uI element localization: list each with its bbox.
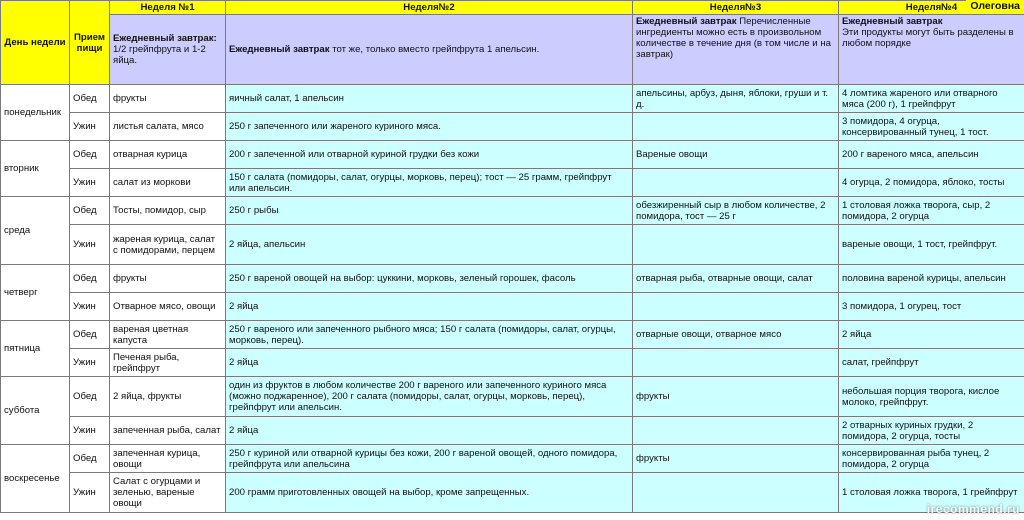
lunch-week1-cell[interactable]: 2 яйца, фрукты <box>110 377 226 417</box>
meal-type-cell[interactable]: Обед <box>70 141 110 169</box>
lunch-week4-cell[interactable]: половина вареной курицы, апельсин <box>839 265 1024 293</box>
lunch-week2-cell[interactable]: 250 г вареной овощей на выбор: цуккини, морковь, зеленый горошек, фасоль <box>226 265 633 293</box>
dinner-week1-cell[interactable]: Отварное мясо, овощи <box>110 293 226 321</box>
day-name-cell[interactable]: пятница <box>1 321 70 377</box>
lunch-week2-cell[interactable]: яичный салат, 1 апельсин <box>226 85 633 113</box>
dinner-week2-cell[interactable]: 2 яйца, апельсин <box>226 225 633 265</box>
table-row <box>1 445 1024 473</box>
lunch-week4-cell[interactable]: 1 столовая ложка творога, сыр, 2 помидора, 2 огурца <box>839 197 1024 225</box>
day-name-cell[interactable]: воскресенье <box>1 445 70 513</box>
dinner-week3-cell[interactable] <box>633 113 839 141</box>
day-name-cell[interactable]: четверг <box>1 265 70 321</box>
table-row <box>1 321 1024 349</box>
lunch-week3-cell[interactable]: фрукты <box>633 445 839 473</box>
week3-header[interactable]: Неделя№3 <box>633 1 839 15</box>
table-row <box>1 169 1024 197</box>
breakfast-label: Ежедневный завтрак <box>636 16 737 27</box>
breakfast-text: 1/2 грейпфрута и 1-2 яйца. <box>113 44 206 66</box>
day-name-cell[interactable]: вторник <box>1 141 70 197</box>
week4-header[interactable]: Неделя№4 <box>839 1 1024 15</box>
lunch-week1-cell[interactable]: фрукты <box>110 265 226 293</box>
meal-type-cell[interactable]: Ужин <box>70 225 110 265</box>
dinner-week2-cell[interactable]: 2 яйца <box>226 349 633 377</box>
breakfast-label: Ежедневный завтрак: <box>113 33 217 44</box>
lunch-week4-cell[interactable]: консервированная рыба тунец, 2 помидора, 2 огурца <box>839 445 1024 473</box>
dinner-week2-cell[interactable]: 2 яйца <box>226 417 633 445</box>
dinner-week2-cell[interactable]: 2 яйца <box>226 293 633 321</box>
dinner-week1-cell[interactable]: жареная курица, салат с помидорами, перцем <box>110 225 226 265</box>
lunch-week4-cell[interactable]: 4 ломтика жареного или отварного мяса (200 г), 1 грейпфрут <box>839 85 1024 113</box>
day-column-header[interactable]: День недели <box>1 1 70 85</box>
dinner-week4-cell[interactable]: 4 огурца, 2 помидора, яблоко, тосты <box>839 169 1024 197</box>
breakfast-week3-cell[interactable] <box>633 15 839 85</box>
breakfast-text: тот же, только вместо грейпфрута 1 апельсин. <box>329 44 540 55</box>
table-row <box>1 293 1024 321</box>
site-watermark: irecommend.ru <box>926 502 1020 516</box>
lunch-week2-cell[interactable]: 250 г вареного или запеченного рыбного мяса; 150 г салата (помидоры, салат, огурцы, морковь, перец). <box>226 321 633 349</box>
breakfast-week2-cell[interactable] <box>226 15 633 85</box>
dinner-week3-cell[interactable] <box>633 473 839 513</box>
lunch-week3-cell[interactable]: Вареные овощи <box>633 141 839 169</box>
lunch-week1-cell[interactable]: отварная курица <box>110 141 226 169</box>
day-name-cell[interactable]: суббота <box>1 377 70 445</box>
lunch-week4-cell[interactable]: небольшая порция творога, кислое молоко, грейпфрут. <box>839 377 1024 417</box>
lunch-week1-cell[interactable]: запеченная курица, овощи <box>110 445 226 473</box>
meal-type-cell[interactable]: Ужин <box>70 169 110 197</box>
meal-type-cell[interactable]: Обед <box>70 85 110 113</box>
lunch-week2-cell[interactable]: 200 г запеченной или отварной куриной грудки без кожи <box>226 141 633 169</box>
table-row <box>1 225 1024 265</box>
meal-type-cell[interactable]: Обед <box>70 197 110 225</box>
lunch-week4-cell[interactable]: 200 г вареного мяса, апельсин <box>839 141 1024 169</box>
dinner-week1-cell[interactable]: листья салата, мясо <box>110 113 226 141</box>
breakfast-text: Перечисленные ингредиенты можно есть в произвольном количестве в течение дня (в том числе и на завтрак) <box>636 16 831 60</box>
breakfast-week4-cell[interactable] <box>839 15 1024 85</box>
table-row <box>1 265 1024 293</box>
dinner-week3-cell[interactable] <box>633 417 839 445</box>
dinner-week2-cell[interactable]: 200 грамм приготовленных овощей на выбор, кроме запрещенных. <box>226 473 633 513</box>
meal-type-cell[interactable]: Обед <box>70 321 110 349</box>
lunch-week1-cell[interactable]: фрукты <box>110 85 226 113</box>
table-row <box>1 349 1024 377</box>
dinner-week4-cell[interactable]: салат, грейпфрут <box>839 349 1024 377</box>
dinner-week4-cell[interactable]: 2 отварных куриных грудки, 2 помидора, 2 огурца, тосты <box>839 417 1024 445</box>
week1-header[interactable]: Неделя №1 <box>110 1 226 15</box>
dinner-week2-cell[interactable]: 250 г запеченного или жареного куриного мяса. <box>226 113 633 141</box>
lunch-week3-cell[interactable]: обезжиренный сыр в любом количестве, 2 помидора, тост — 25 г <box>633 197 839 225</box>
lunch-week3-cell[interactable]: отварные овощи, отварное мясо <box>633 321 839 349</box>
sheet-owner-name: Олеговна <box>966 0 1024 12</box>
dinner-week3-cell[interactable] <box>633 169 839 197</box>
table-row <box>1 113 1024 141</box>
dinner-week3-cell[interactable] <box>633 293 839 321</box>
dinner-week3-cell[interactable] <box>633 349 839 377</box>
meal-type-cell[interactable]: Обед <box>70 445 110 473</box>
dinner-week3-cell[interactable] <box>633 225 839 265</box>
dinner-week4-cell[interactable]: 3 помидора, 4 огурца, консервированный тунец, 1 тост. <box>839 113 1024 141</box>
dinner-week1-cell[interactable]: салат из моркови <box>110 169 226 197</box>
lunch-week3-cell[interactable]: апельсины, арбуз, дыня, яблоки, груши и т. д. <box>633 85 839 113</box>
lunch-week2-cell[interactable]: 250 г рыбы <box>226 197 633 225</box>
lunch-week3-cell[interactable]: отварная рыба, отварные овощи, салат <box>633 265 839 293</box>
dinner-week1-cell[interactable]: Салат с огурцами и зеленью, вареные овощи <box>110 473 226 513</box>
lunch-week1-cell[interactable]: Тосты, помидор, сыр <box>110 197 226 225</box>
meal-type-cell[interactable]: Ужин <box>70 293 110 321</box>
dinner-week1-cell[interactable]: Печеная рыба, грейпфрут <box>110 349 226 377</box>
table-row <box>1 85 1024 113</box>
dinner-week1-cell[interactable]: запеченная рыба, салат <box>110 417 226 445</box>
table-row <box>1 417 1024 445</box>
table-row <box>1 197 1024 225</box>
lunch-week2-cell[interactable]: 250 г куриной или отварной курицы без кожи, 200 г вареной овощей, одного помидора, грейпфрута или апельсина <box>226 445 633 473</box>
table-row <box>1 141 1024 169</box>
lunch-week4-cell[interactable]: 2 яйца <box>839 321 1024 349</box>
lunch-week3-cell[interactable]: фрукты <box>633 377 839 417</box>
meal-type-cell[interactable]: Ужин <box>70 349 110 377</box>
meal-type-cell[interactable]: Ужин <box>70 113 110 141</box>
breakfast-label: Ежедневный завтрак <box>842 16 943 27</box>
dinner-week4-cell[interactable]: 1 столовая ложка творога, 1 грейпфрут <box>839 473 1024 513</box>
meal-type-cell[interactable]: Обед <box>70 265 110 293</box>
meal-column-header[interactable]: Прием пищи <box>70 1 110 85</box>
breakfast-text: Эти продукты могут быть разделены в любом порядке <box>842 27 1014 49</box>
dinner-week2-cell[interactable]: 150 г салата (помидоры, салат, огурцы, морковь, перец); тост — 25 грамм, грейпфрут или апельсин. <box>226 169 633 197</box>
day-name-cell[interactable]: среда <box>1 197 70 265</box>
day-name-cell[interactable]: понедельник <box>1 85 70 141</box>
meal-type-cell[interactable]: Ужин <box>70 473 110 513</box>
lunch-week1-cell[interactable]: вареная цветная капуста <box>110 321 226 349</box>
breakfast-label: Ежедневный завтрак <box>229 44 330 55</box>
dinner-week4-cell[interactable]: вареные овощи, 1 тост, грейпфрут. <box>839 225 1024 265</box>
meal-type-cell[interactable]: Ужин <box>70 417 110 445</box>
breakfast-week1-cell[interactable] <box>110 15 226 85</box>
lunch-week2-cell[interactable]: один из фруктов в любом количестве 200 г вареного или запеченного куриного мяса (можно поджаренное), 200 г салата (помидоры, салат, огурцы, морковь, перец), грейпфрут или апельсин. <box>226 377 633 417</box>
meal-type-cell[interactable]: Обед <box>70 377 110 417</box>
week2-header[interactable]: Неделя№2 <box>226 1 633 15</box>
table-row <box>1 377 1024 417</box>
dinner-week4-cell[interactable]: 3 помидора, 1 огурец, тост <box>839 293 1024 321</box>
table-row <box>1 473 1024 513</box>
